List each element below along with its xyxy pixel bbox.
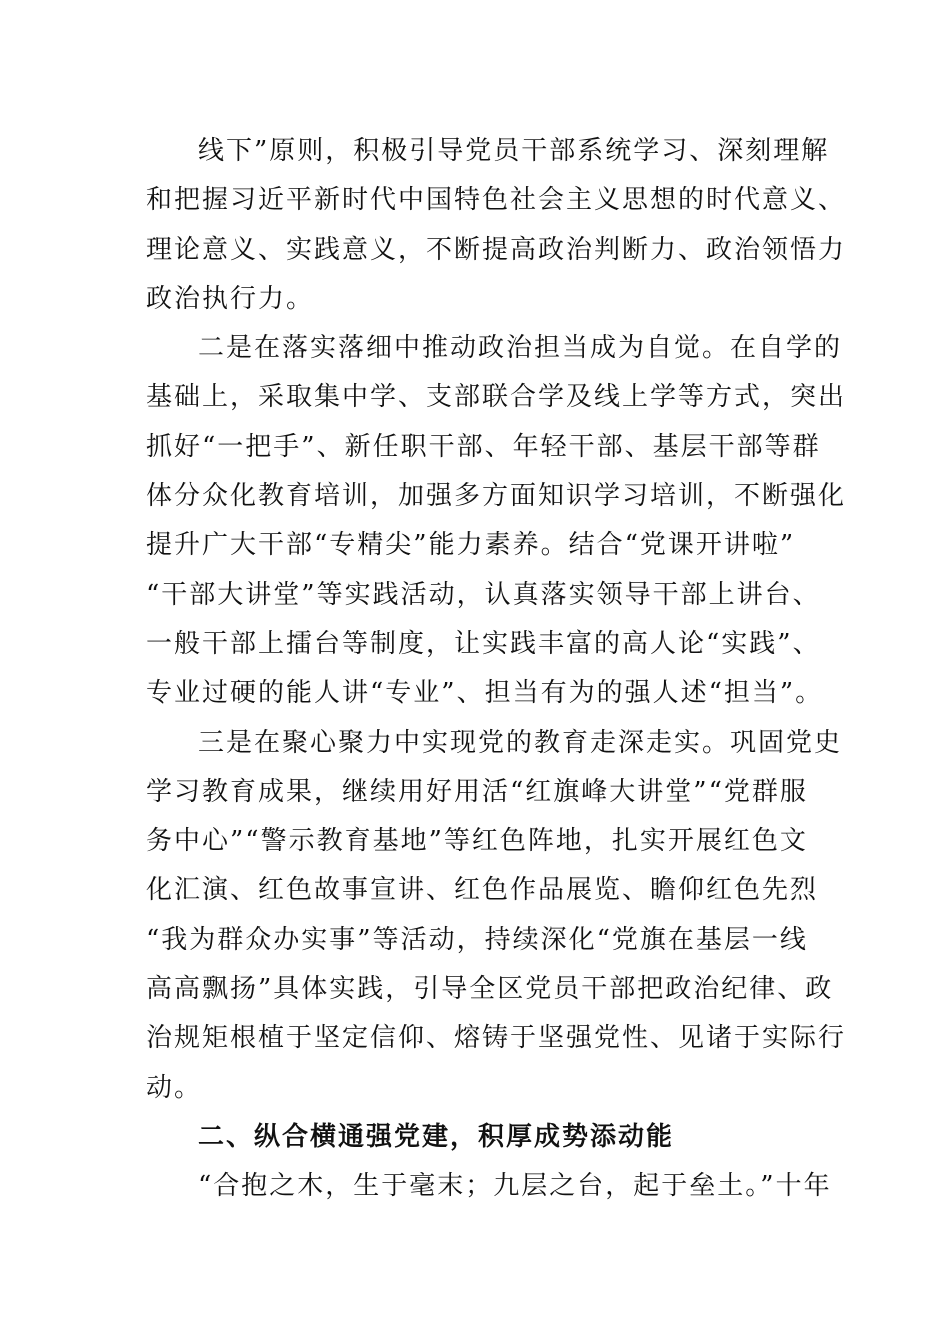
text-line: 治规矩根植于坚定信仰、熔铸于坚强党性、见诸于实际行 bbox=[146, 1023, 847, 1054]
text-line: 抓好“一把手”、新任职干部、年轻干部、基层干部等群 bbox=[146, 431, 821, 462]
text-line: 三是在聚心聚力中实现党的教育走深走实。巩固党史 bbox=[198, 727, 843, 758]
section-heading bbox=[146, 1113, 808, 1162]
text-line: 提升广大干部“专精尖”能力素养。结合“党课开讲啦” bbox=[146, 530, 796, 561]
text-line: 和把握习近平新时代中国特色社会主义思想的时代意义、 bbox=[146, 185, 847, 216]
text-line: 动。 bbox=[146, 1072, 203, 1103]
text-line: 政治执行力。 bbox=[146, 283, 315, 314]
text-line: 务中心”“警示教育基地”等红色阵地，扎实开展红色文 bbox=[146, 826, 808, 857]
text-line: “干部大讲堂”等实践活动，认真落实领导干部上讲台、 bbox=[146, 579, 821, 610]
text-line: “合抱之木，生于毫末；九层之台，起于垒土。”十年 bbox=[198, 1171, 832, 1202]
paragraph-second-point bbox=[146, 324, 847, 718]
text-line: 专业过硬的能人讲“专业”、担当有为的强人述“担当”。 bbox=[146, 678, 824, 709]
text-line: 高高飘扬”具体实践，引导全区党员干部把政治纪律、政 bbox=[146, 974, 834, 1005]
text-line: 一般干部上擂台等制度，让实践丰富的高人论“实践”、 bbox=[146, 628, 821, 659]
text-line: 体分众化教育培训，加强多方面知识学习培训，不断强化 bbox=[146, 481, 847, 512]
text-line: 基础上，采取集中学、支部联合学及线上学等方式，突出 bbox=[146, 382, 847, 413]
text-line: “我为群众办实事”等活动，持续深化“党旗在基层一线 bbox=[146, 924, 808, 955]
text-line: 学习教育成果，继续用好用活“红旗峰大讲堂”“党群服 bbox=[146, 776, 808, 807]
paragraph-section-intro bbox=[146, 1162, 832, 1211]
text-line: 二是在落实落细中推动政治担当成为自觉。在自学的 bbox=[198, 333, 843, 364]
text-line: 化汇演、红色故事宣讲、红色作品展览、瞻仰红色先烈 bbox=[146, 875, 819, 906]
text-line: 线下”原则，积极引导党员干部系统学习、深刻理解 bbox=[198, 136, 830, 166]
document-body bbox=[146, 127, 847, 1212]
paragraph-continuation bbox=[146, 127, 847, 324]
section-heading-text: 二、纵合横通强党建，积厚成势添动能 bbox=[198, 1121, 675, 1152]
text-line: 理论意义、实践意义，不断提高政治判断力、政治领悟力 bbox=[146, 234, 847, 265]
paragraph-third-point bbox=[146, 719, 847, 1113]
